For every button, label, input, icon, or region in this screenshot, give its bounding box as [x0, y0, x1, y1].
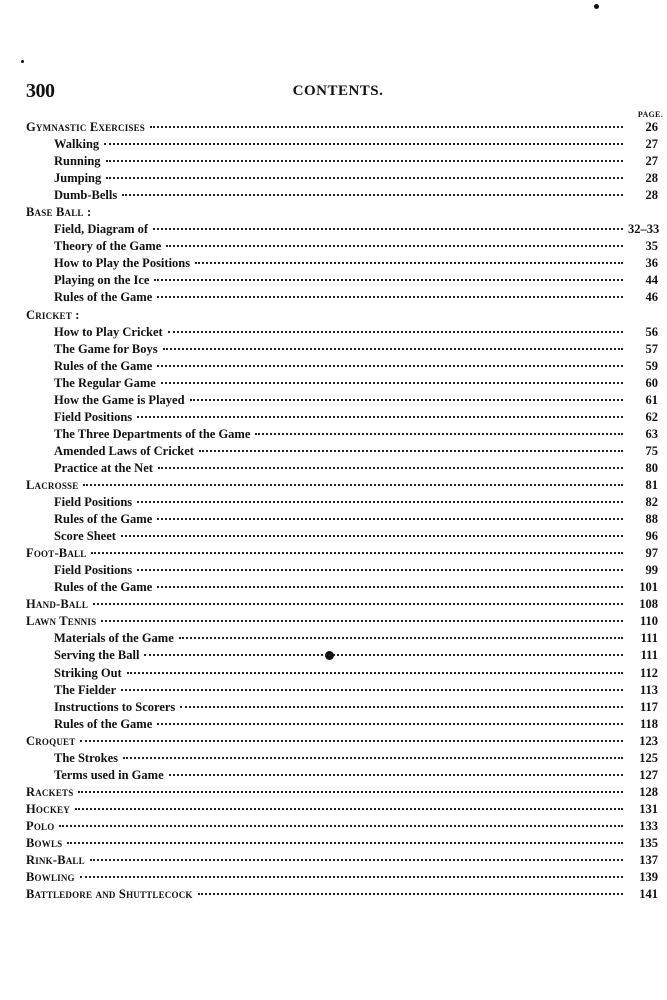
toc-entry-page: 44 [645, 273, 658, 288]
toc-subentry [26, 324, 658, 341]
dot-leader [179, 637, 623, 639]
toc-entry-label: Rules of the Game [54, 512, 153, 527]
toc-entry-label: Walking [54, 137, 100, 152]
toc-subentry [26, 409, 658, 426]
toc-entry-page: 81 [645, 477, 658, 492]
toc-entry-label: Rules of the Game [54, 716, 153, 731]
toc-section [26, 784, 658, 801]
toc-entry-page: 27 [645, 137, 658, 152]
toc-entry-page: 101 [639, 580, 658, 595]
toc-entry-label: Rules of the Game [54, 290, 153, 305]
dot-leader [123, 757, 623, 759]
toc-entry-label: Cricket : [26, 307, 80, 322]
toc-entry-label: Amended Laws of Cricket [54, 443, 194, 458]
toc-subentry [26, 289, 658, 306]
toc-entry-label: Theory of the Game [54, 239, 162, 254]
toc-subentry [26, 392, 658, 409]
toc-entry-page: 27 [645, 154, 658, 169]
toc-subentry [26, 255, 658, 272]
toc-entry-label: Field, Diagram of [54, 222, 149, 237]
toc-entry-label: Field Positions [54, 495, 133, 510]
dot-leader [80, 740, 623, 742]
dot-leader [121, 535, 623, 537]
toc-section [26, 886, 658, 903]
toc-subentry [26, 443, 658, 460]
toc-entry-page: 97 [645, 546, 658, 561]
toc-subentry [26, 716, 658, 733]
page-number: 300 [26, 80, 55, 102]
toc-entry-label: Lacrosse [26, 477, 79, 492]
toc-entry-label: Dumb-Bells [54, 188, 118, 203]
page-title: CONTENTS. [292, 83, 384, 99]
toc-entry-label: The Game for Boys [54, 341, 158, 356]
toc-entry-label: Materials of the Game [54, 631, 174, 646]
toc-section [26, 204, 658, 221]
toc-section [26, 835, 658, 852]
toc-subentry [26, 221, 658, 238]
toc-entry-label: Rink-Ball [26, 853, 85, 868]
dot-leader [163, 348, 623, 350]
dot-leader [91, 552, 623, 554]
toc-entry-label: Jumping [54, 171, 102, 186]
toc-subentry [26, 136, 658, 153]
dot-leader [106, 160, 623, 162]
toc-entry-label: How to Play Cricket [54, 324, 163, 339]
toc-section [26, 307, 658, 324]
toc-entry-label: Rackets [26, 784, 74, 799]
page-header [26, 80, 650, 104]
toc-entry-page: 57 [645, 341, 658, 356]
dot-leader [157, 296, 623, 298]
toc-entry-page: 56 [645, 324, 658, 339]
toc-entry-page: 118 [639, 716, 658, 731]
page-column-label: PAGE. [637, 110, 663, 119]
dot-leader [104, 143, 623, 145]
toc-entry-page: 46 [645, 290, 658, 305]
toc-entry-label: Foot-Ball [26, 546, 87, 561]
toc-entry-page: 61 [645, 392, 658, 407]
toc-entry-label: Hand-Ball [26, 597, 89, 612]
toc-entry-page: 123 [639, 733, 658, 748]
toc-subentry [26, 579, 658, 596]
toc-entry-label: The Three Departments of the Game [54, 426, 251, 441]
toc-entry-label: The Strokes [54, 750, 119, 765]
toc-subentry [26, 272, 658, 289]
toc-entry-label: Gymnastic Exercises [26, 120, 146, 134]
toc-entry-label: Lawn Tennis [26, 614, 97, 629]
toc-entry-label: Running [54, 154, 101, 169]
dot-leader [157, 365, 623, 367]
dot-leader [83, 484, 623, 486]
toc-entry-page: 96 [645, 529, 658, 544]
toc-subentry [26, 375, 658, 392]
toc-section [26, 596, 658, 613]
toc-entry-page: 63 [645, 426, 658, 441]
toc-entry-label: Serving the Ball [54, 648, 140, 663]
toc-entry-page: 80 [645, 460, 658, 475]
dot-leader [137, 416, 623, 418]
toc-subentry [26, 170, 658, 187]
toc-entry-page: 111 [640, 631, 658, 646]
toc-entry-page: 133 [639, 818, 658, 833]
dot-leader [198, 893, 623, 895]
toc-entry-label: Practice at the Net [54, 460, 153, 475]
toc-entry-page: 111 [640, 648, 658, 663]
toc-entry-page: 88 [645, 512, 658, 527]
dot-leader [90, 859, 623, 861]
toc-subentry [26, 682, 658, 699]
toc-section [26, 119, 658, 136]
dot-leader [78, 791, 623, 793]
toc-section [26, 869, 658, 886]
toc-subentry [26, 187, 658, 204]
toc-section [26, 545, 658, 562]
toc-entry-page: 141 [639, 887, 658, 902]
toc-entry-page: 127 [639, 767, 658, 782]
table-of-contents [26, 119, 658, 903]
toc-entry-label: The Regular Game [54, 375, 156, 390]
dot-leader [150, 126, 623, 128]
toc-entry-label: Field Positions [54, 409, 133, 424]
toc-subentry [26, 460, 658, 477]
toc-subentry [26, 699, 658, 716]
toc-entry-page: 128 [639, 784, 658, 799]
dot-leader [121, 689, 623, 691]
toc-section [26, 613, 658, 630]
toc-entry-page: 117 [639, 699, 658, 714]
toc-entry-label: Striking Out [54, 665, 122, 680]
dot-leader [75, 808, 623, 810]
dot-leader [154, 279, 623, 281]
toc-subentry [26, 511, 658, 528]
toc-entry-label: Rules of the Game [54, 358, 153, 373]
toc-subentry [26, 767, 658, 784]
toc-entry-label: Rules of the Game [54, 580, 153, 595]
toc-entry-page: 75 [645, 443, 658, 458]
toc-entry-label: How the Game is Played [54, 392, 185, 407]
dot-leader [137, 569, 623, 571]
toc-entry-page: 125 [639, 750, 658, 765]
toc-entry-page: 135 [639, 835, 658, 850]
dot-leader [161, 382, 623, 384]
toc-subentry [26, 647, 658, 664]
toc-subentry [26, 562, 658, 579]
toc-subentry [26, 750, 658, 767]
dot-leader [127, 672, 623, 674]
dot-leader [93, 603, 623, 605]
dot-leader [67, 842, 623, 844]
toc-entry-page: 110 [639, 614, 658, 629]
toc-section [26, 818, 658, 835]
toc-subentry [26, 153, 658, 170]
dot-leader [153, 228, 623, 230]
toc-entry-page: 108 [639, 597, 658, 612]
toc-entry-page: 62 [645, 409, 658, 424]
toc-entry-label: The Fielder [54, 682, 117, 697]
toc-section [26, 733, 658, 750]
toc-entry-label: Bowling [26, 870, 75, 885]
toc-entry-page: 82 [645, 495, 658, 510]
toc-entry-page: 28 [645, 188, 658, 203]
toc-entry-label: Hockey [26, 801, 70, 816]
toc-entry-page: 112 [639, 665, 658, 680]
toc-subentry [26, 341, 658, 358]
toc-section [26, 852, 658, 869]
dot-leader [157, 723, 623, 725]
dot-leader [199, 450, 623, 452]
toc-entry-page: 59 [645, 358, 658, 373]
ink-speck [21, 60, 24, 63]
toc-subentry [26, 238, 658, 255]
toc-entry-label: Battledore and Shuttlecock [26, 887, 193, 902]
toc-entry-page: 35 [645, 239, 658, 254]
toc-entry-label: How to Play the Positions [54, 256, 191, 271]
toc-entry-page: 36 [645, 256, 658, 271]
ink-speck [594, 4, 599, 9]
dot-leader [85, 314, 623, 316]
dot-leader [101, 620, 623, 622]
toc-entry-label: Bowls [26, 835, 63, 850]
toc-subentry [26, 426, 658, 443]
dot-leader [157, 586, 623, 588]
toc-entry-page: 131 [639, 801, 658, 816]
dot-leader [122, 194, 623, 196]
dot-leader [255, 433, 623, 435]
toc-entry-page: 137 [639, 853, 658, 868]
toc-section [26, 477, 658, 494]
dot-leader [190, 399, 623, 401]
toc-subentry [26, 358, 658, 375]
dot-leader [195, 262, 623, 264]
toc-entry-page: 60 [645, 375, 658, 390]
toc-subentry [26, 630, 658, 647]
dot-leader [168, 331, 623, 333]
dot-leader [166, 245, 623, 247]
toc-entry-label: Polo [26, 818, 55, 833]
toc-entry-page: 139 [639, 870, 658, 885]
dot-leader [59, 825, 623, 827]
dot-leader [180, 706, 623, 708]
toc-entry-label: Croquet [26, 733, 76, 748]
dot-leader [158, 467, 623, 469]
dot-leader [157, 518, 623, 520]
dot-leader [96, 211, 623, 213]
toc-subentry [26, 665, 658, 682]
dot-leader [137, 501, 623, 503]
toc-entry-label: Field Positions [54, 563, 133, 578]
toc-entry-label: Instructions to Scorers [54, 699, 176, 714]
dot-leader [106, 177, 623, 179]
toc-entry-label: Base Ball : [26, 205, 92, 220]
toc-entry-label: Terms used in Game [54, 767, 164, 782]
toc-entry-page: 26 [645, 120, 658, 134]
toc-entry-page: 113 [639, 682, 658, 697]
dot-leader [144, 654, 623, 656]
toc-entry-page: 32–33 [628, 222, 660, 237]
dot-leader [80, 876, 623, 878]
toc-entry-page: 28 [645, 171, 658, 186]
toc-entry-label: Score Sheet [54, 529, 116, 544]
toc-subentry [26, 528, 658, 545]
dot-leader [169, 774, 623, 776]
toc-subentry [26, 494, 658, 511]
toc-entry-label: Playing on the Ice [54, 273, 150, 288]
toc-entry-page: 99 [645, 563, 658, 578]
toc-section [26, 801, 658, 818]
